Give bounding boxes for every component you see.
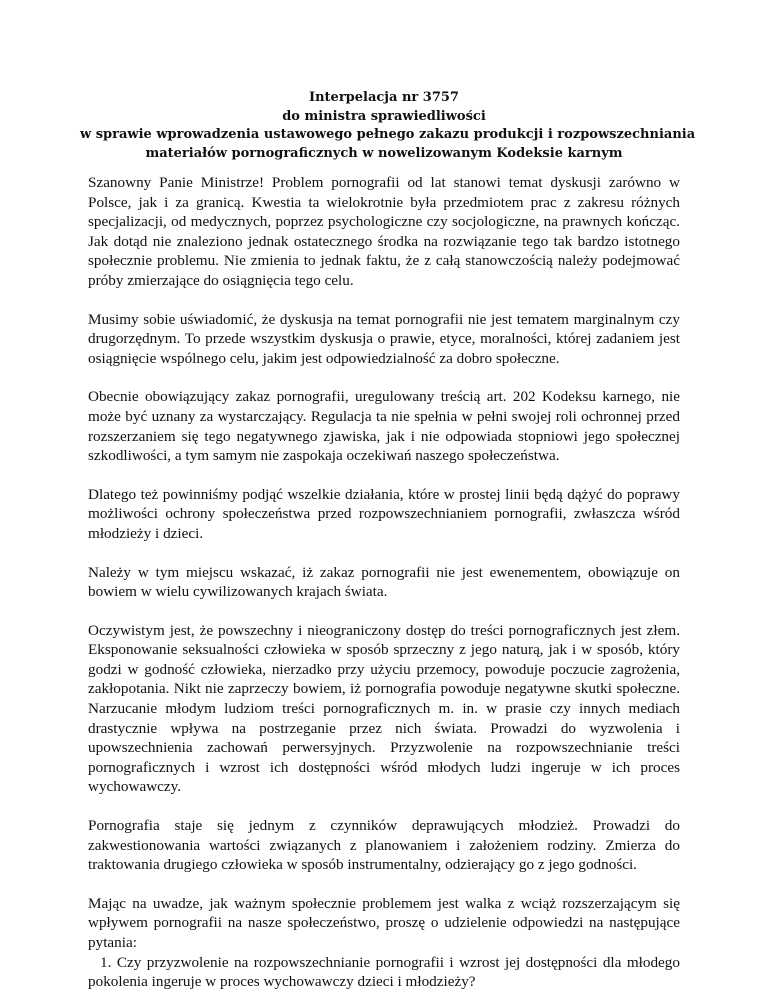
- subject-line-2: materiałów pornograficznych w nowelizowanym Kodeksie karnym: [145, 145, 623, 161]
- paragraph: Musimy sobie uświadomić, że dyskusja na temat pornografii nie jest tematem marginalnym czy drugorzędnym. To przede wszystkim dyskusja o prawie, etyce, moralności, której zadaniem jest osiągnięcie wspólnego celu, jakim jest odpowiedzialność za dobro społeczne.: [88, 310, 680, 367]
- paragraph: Obecnie obowiązujący zakaz pornografii, uregulowany treścią art. 202 Kodeksu karnego, nie może być uznany za wystarczający. Regulacja ta nie spełnia w pełni swojej roli ochronnej przed rozszerzaniem się tego negatywnego zjawiska, jak i nie odpowiada stopniowi jego społecznej szkodliwości, a tym samym nie zaspokaja oczekiwań naszego społeczeństwa.: [88, 388, 680, 465]
- document-heading: [80, 89, 696, 163]
- question-item: 1. Czy przyzwolenie na rozpowszechnianie pornografii i wzrost jej dostępności dla młodego pokolenia ingeruje w proces wychowawczy dzieci i młodzieży?: [88, 953, 680, 991]
- interpellation-number: Interpelacja nr 3757: [309, 90, 459, 105]
- paragraph-questions-intro: Mając na uwadze, jak ważnym społecznie problemem jest walka z wciąż rozszerzającym się wpływem pornografii na nasze społeczeństwo, proszę o udzielenie odpowiedzi na następujące pytania:: [88, 894, 680, 951]
- paragraph: Należy w tym miejscu wskazać, iż zakaz pornografii nie jest ewenementem, obowiązuje on bowiem w wielu cywilizowanych krajach świata.: [88, 563, 680, 601]
- subject-line-1: w sprawie wprowadzenia ustawowego pełnego zakazu produkcji i rozpowszechniania: [80, 127, 696, 142]
- paragraph: Dlatego też powinniśmy podjąć wszelkie działania, które w prostej linii będą dążyć do poprawy możliwości ochrony społeczeństwa przed rozpowszechnianiem pornografii, zwłaszcza wśród młodzieży i dzieci.: [88, 485, 680, 542]
- paragraph: Pornografia staje się jednym z czynników deprawujących młodzież. Prowadzi do zakwestionowania wartości związanych z planowaniem i założeniem rodziny. Zmierza do traktowania drugiego człowieka w sposób instrumentalny, odzierający go z jego godności.: [88, 817, 680, 874]
- addressee-line: do ministra sprawiedliwości: [282, 108, 486, 124]
- paragraph-greeting: Szanowny Panie Ministrze! Problem pornografii od lat stanowi temat dyskusji zarówno w Polsce, jak i za granicą. Kwestia ta wielokrotnie była przedmiotem prac z zakresu różnych specjalizacji, od medycznych, poprzez psychologiczne czy socjologiczne, na prawnych kończąc. Jak dotąd nie znaleziono jednak ostatecznego środka na rozwiązanie tego tak bardzo istotnego społecznie problemu. Nie zmienia to jednak faktu, że z całą stanowczością należy podejmować próby zmierzające do osiągnięcia tego celu.: [88, 174, 680, 289]
- document-body: [88, 173, 680, 992]
- paragraph: Oczywistym jest, że powszechny i nieograniczony dostęp do treści pornograficznych jest złem. Eksponowanie seksualności człowieka w sposób sprzeczny z jego naturą, jak i w sposób, który godzi w godność człowieka, nierzadko przy użyciu przemocy, powoduje poczucie zagrożenia, zakłopotania. Nikt nie zaprzeczy bowiem, iż pornografia powoduje negatywne skutki społeczne. Narzucanie młodym ludziom treści pornograficznych m. in. w prasie czy innych mediach drastycznie wpływa na postrzeganie przez nich świata. Prowadzi do wyzwolenia i upowszechnienia zachowań perwersyjnych. Przyzwolenie na rozpowszechnianie treści pornograficznych i wzrost ich dostępności wśród młodych ludzi ingeruje w ich proces wychowawczy.: [88, 621, 680, 796]
